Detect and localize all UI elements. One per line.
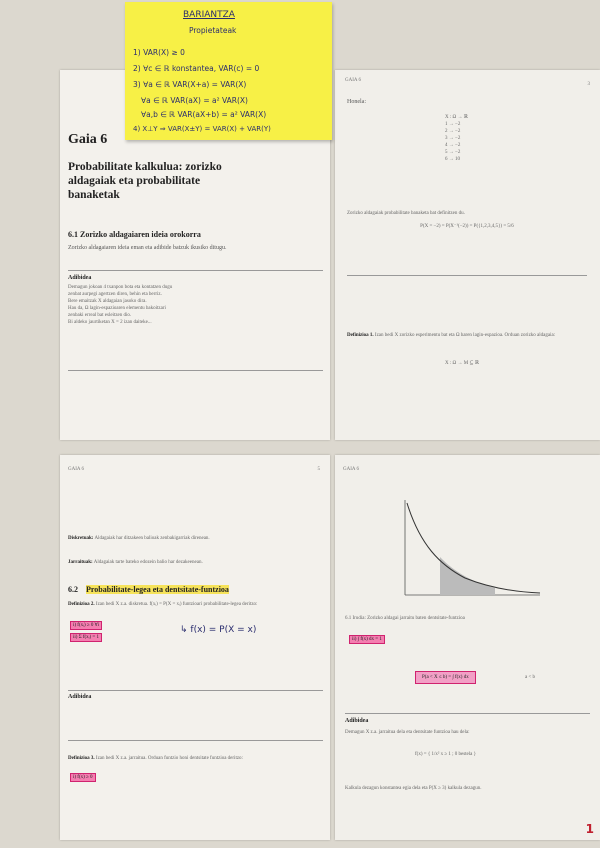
section-heading [68,585,229,594]
definition-label: Definizioa 1. [347,333,374,338]
discrete-label: Diskretuak: [68,536,94,541]
mapping-row: 3 → −2 [445,136,461,141]
divider [68,370,323,371]
page-4 [335,455,600,840]
sticky-line: 2) ∀c ∈ ℝ konstantea, VAR(c) = 0 [133,64,260,73]
shaded-area [440,557,495,595]
divider [345,713,590,714]
page-2 [335,70,600,440]
highlight-box: ii) ∫ f(x) dx = 1 [349,635,385,644]
sticky-line: 3) ∀a ∈ ℝ VAR(X+a) = VAR(X) [133,80,247,89]
sticky-line: 1) VAR(X) ≥ 0 [133,48,185,57]
mapping-row: X : Ω → ℝ [445,115,468,120]
mapping-table [445,114,505,163]
definition-formula: X : Ω → M ⊆ ℝ [445,361,480,366]
example-text: Demagun X z.a. jarraitua dela eta dentsitate funtzioa hau dela: [345,730,470,735]
section-number: 6.2 [68,585,78,594]
notes [347,210,587,230]
density-plot [395,495,545,605]
title-line: aldagaiak eta probabilitate [68,175,201,187]
example-line: zenbaki erreal bat esleitzen dio. [68,313,132,318]
example-label: Adibidea [68,275,92,281]
continuous-note [68,559,323,566]
note-line: P(X = −2) = P(X⁻¹(−2)) = P({1,2,3,4,5}) = 5/6 [420,224,514,229]
running-header: GAIA 6 [343,467,359,472]
mapping-row: 1 → −2 [445,122,461,127]
example-text [68,284,323,326]
highlight-box: i) f(xᵢ) ≥ 0 ∀i [70,621,102,630]
intro-label: Honela: [347,99,366,105]
continuous-text: Aldagaiak tarte bateko edozein balio har dezakeenean. [93,560,203,565]
closing-text: Kalkula dezagun konstantea egia dela eta P(X ≥ 3) kalkula dezagun. [345,786,482,791]
handwritten-note: ↳ f(x) = P(X = x) [180,625,257,635]
mapping-row: 6 → 10 [445,157,460,162]
page-number: 3 [587,82,590,87]
divider [68,740,323,741]
definition-2 [68,601,323,608]
divider [68,270,323,271]
definition-text: Izan bedi X z.a. diskretua. f(xᵢ) = P(X = xᵢ) funtzioari probabilitate-legea deritzo: [95,602,258,607]
definition-3 [68,755,323,762]
section-title: Probabilitate-legea eta dentsitate-funtzioa [86,585,229,594]
highlight-box: i) f(x) ≥ 0 [70,773,96,782]
title-line: Probabilitate kalkulua: zorizko [68,161,222,173]
example-line: Bere emaitzak X aldagaian jasoko dira. [68,299,147,304]
continuous-label: Jarraituak: [68,560,93,565]
running-header: GAIA 6 [68,467,84,472]
probability-formula: P(a < X ≤ b) = ∫ f(x) dx [415,671,476,684]
sticky-line: 4) X⊥Y ⇒ VAR(X±Y) = VAR(X) + VAR(Y) [133,125,271,133]
example-line: zenbat aurpegi agertzen diren, behin eta berriz. [68,292,162,297]
example-line: Bi aldeko jaurtiketan X = 2 izan daiteke... [68,320,152,325]
sticky-line: ∀a ∈ ℝ VAR(aX) = a² VAR(X) [141,96,248,105]
example-line: Hau da, Ω lagin-espazioaren elementu bakoitzari [68,306,166,311]
sticky-title: BARIANTZA [183,10,235,20]
sticky-line: ∀a,b ∈ ℝ VAR(aX+b) = a² VAR(X) [141,110,267,119]
definition-label: Definizioa 2. [68,602,95,607]
discrete-text: Aldagaiak har ditzakeen balioak zenbakigarriak direnean. [94,536,210,541]
example-label: Adibidea [68,694,92,700]
definition-1 [347,332,587,339]
formula-condition: a < b [525,675,536,680]
sticky-subtitle: Propietateak [189,26,237,35]
section-intro: Zorizko aldagaiaren ideia eman eta adibide batzuk ikusiko ditugu. [68,245,227,251]
page-3 [60,455,330,840]
divider [347,275,587,276]
example-line: Demagun jokoan 4 txanpon bota eta kontatzen dugu [68,285,173,290]
sticky-note [125,2,332,140]
mapping-row: 4 → −2 [445,143,461,148]
discrete-note [68,535,323,542]
density-function: f(x) = { 1/x² x ≥ 1 ; 0 bestela } [415,752,477,757]
example-label: Adibidea [345,718,369,724]
definition-label: Definizioa 3. [68,756,95,761]
definition-text: Izan bedi X z.a. jarraitua. Orduan funtzio honi dentsitate funtzioa deritzo: [95,756,243,761]
density-curve [407,503,540,593]
mapping-row: 2 → −2 [445,129,461,134]
definition-text: Izan bedi X zorizko esperimentu bat eta Ω haren lagin-espazioa. Orduan zorizko aldagaia: [374,333,556,338]
figure-caption: 6.1 Irudia: Zorizko aldagai jarraitu baten dentsitate-funtzioa [345,616,465,621]
page-number: 5 [317,467,320,472]
title-line: banaketak [68,189,120,201]
divider [68,690,323,691]
running-header: GAIA 6 [345,78,361,83]
highlight-box: ii) Σ f(xᵢ) = 1 [70,633,102,642]
section-heading: 6.1 Zorizko aldagaiaren ideia orokorra [68,230,201,239]
mapping-row: 5 → −2 [445,150,461,155]
page-corner-mark: 1 [585,822,594,836]
chapter-heading: Gaia 6 [68,132,108,147]
note-line: Zorizko aldagaiak probabilitate banaketa bat definitzen du. [347,211,465,216]
chapter-title [68,160,328,202]
